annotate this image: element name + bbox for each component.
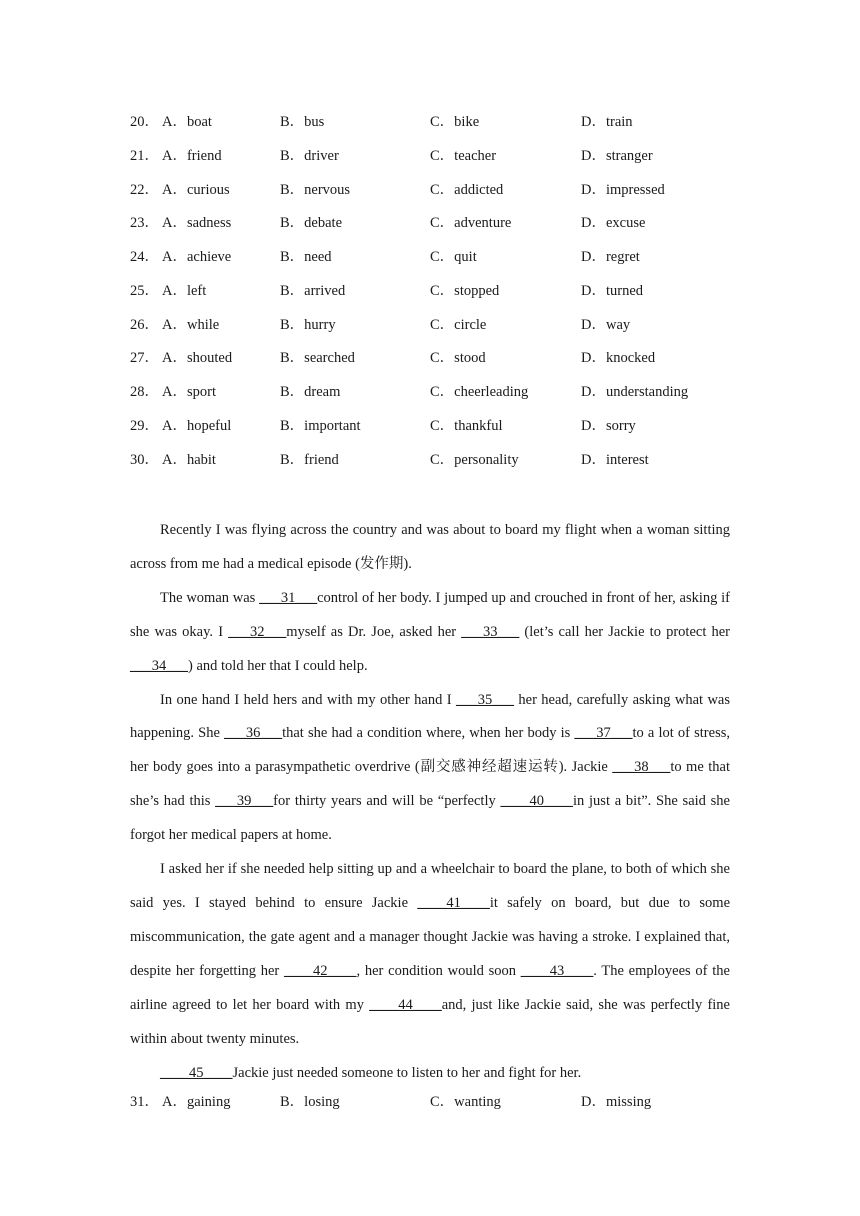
option-b: B．losing	[280, 1094, 340, 1110]
blank-31: ___31___	[259, 589, 318, 606]
option-b: B．need	[280, 249, 332, 265]
option-a: A．curious	[162, 182, 230, 198]
passage-text: it safely on board, but due to some miscommunication, the gate agent and a manager thought Jackie was having a stroke. I explained that, despite her forgetting her	[130, 894, 731, 979]
option-a: A．gaining	[162, 1094, 231, 1110]
option-b: B．searched	[280, 350, 355, 366]
passage-text: ) and told her that I could help.	[188, 657, 368, 674]
option-d: D．knocked	[581, 350, 656, 366]
passage-text: Jackie just needed someone to listen to her and fight for her.	[232, 1064, 582, 1081]
question-number: 21．	[130, 148, 159, 164]
option-c: C．stood	[430, 350, 486, 366]
passage-text: her head, carefully asking what was happening. She	[130, 691, 730, 742]
option-a: A．friend	[162, 148, 222, 164]
option-b: B．driver	[280, 148, 339, 164]
passage-text: and, just like Jackie said, she was perfectly fine within about twenty minutes.	[130, 996, 730, 1047]
passage-text: . The employees of the airline agreed to let her board with my	[130, 962, 730, 1013]
option-b: B．arrived	[280, 283, 346, 299]
option-d: D．missing	[581, 1094, 652, 1110]
question-number: 23．	[130, 215, 159, 231]
blank-40: ____40____	[500, 793, 573, 810]
passage-text: (let’s call her Jackie to protect her	[519, 623, 731, 640]
option-a: A．hopeful	[162, 418, 232, 434]
option-c: C．adventure	[430, 215, 512, 231]
blank-34: ___34___	[130, 657, 188, 674]
passage-paragraph-2	[130, 582, 730, 684]
option-d: D．interest	[581, 452, 649, 468]
option-a: A．boat	[162, 114, 212, 130]
option-a: A．left	[162, 283, 207, 299]
option-a: A．sadness	[162, 215, 232, 231]
passage-text: myself as Dr. Joe, asked her	[286, 623, 462, 640]
question-number: 24．	[130, 249, 159, 265]
question-number: 29．	[130, 418, 159, 434]
option-b: B．hurry	[280, 317, 336, 333]
passage-text: to me that she’s had this	[130, 759, 730, 810]
blank-42: ____42____	[284, 962, 357, 979]
question-number: 31．	[130, 1094, 159, 1110]
option-b: B．friend	[280, 452, 339, 468]
option-c: C．thankful	[430, 418, 503, 434]
option-a: A．while	[162, 317, 220, 333]
option-b: B．nervous	[280, 182, 351, 198]
question-number: 22．	[130, 182, 159, 198]
option-b: B．debate	[280, 215, 343, 231]
passage-text: In one hand I held hers and with my other hand I	[160, 691, 456, 708]
option-c: C．wanting	[430, 1094, 501, 1110]
blank-38: ___38___	[612, 759, 671, 776]
question-number: 27．	[130, 350, 159, 366]
passage-text: Recently I was flying across the country and was about to board my flight when a woman sitting across from me had a medical episode (发作期).	[130, 522, 730, 572]
option-d: D．train	[581, 114, 633, 130]
option-d: D．understanding	[581, 384, 689, 400]
option-b: B．important	[280, 418, 361, 434]
blank-37: ___37___	[574, 725, 633, 742]
option-c: C．cheerleading	[430, 384, 529, 400]
passage-paragraph-3	[130, 684, 730, 854]
passage-text: control of her body. I jumped up and crouched in front of her, asking if she was okay. I	[130, 589, 731, 640]
blank-39: ___39___	[215, 793, 274, 810]
blank-44: ____44____	[369, 996, 442, 1013]
blank-33: ___33___	[461, 623, 520, 640]
passage-text: I asked her if she needed help sitting up and a wheelchair to board the plane, to both of which she said yes. I stayed behind to ensure Jackie	[130, 861, 730, 911]
blank-43: ____43____	[520, 962, 594, 979]
option-a: A．habit	[162, 452, 216, 468]
passage-text: to a lot of stress, her body goes into a parasympathetic overdrive (副交感神经超速运转). Jackie	[130, 725, 730, 776]
option-d: D．way	[581, 317, 631, 333]
passage-text: , her condition would soon	[356, 962, 521, 979]
option-a: A．sport	[162, 384, 216, 400]
passage-text: for thirty years and will be “perfectly	[273, 793, 501, 810]
passage-paragraph-5	[130, 1057, 730, 1091]
option-d: D．sorry	[581, 418, 636, 434]
option-c: C．teacher	[430, 148, 497, 164]
blank-35: ___35___	[455, 691, 514, 708]
option-c: C．circle	[430, 317, 487, 333]
option-d: D．turned	[581, 283, 644, 299]
passage-text: in just a bit”. She said she forgot her medical papers at home.	[130, 793, 730, 844]
option-d: D．regret	[581, 249, 640, 265]
blank-45: ____45____	[160, 1064, 233, 1081]
option-d: D．stranger	[581, 148, 653, 164]
passage-text: The woman was	[160, 589, 260, 606]
passage-paragraph-1	[130, 514, 730, 582]
reading-passage	[130, 514, 730, 1090]
option-b: B．bus	[280, 114, 325, 130]
option-b: B．dream	[280, 384, 341, 400]
question-number: 30．	[130, 452, 159, 468]
option-a: A．shouted	[162, 350, 233, 366]
blank-41: ____41____	[417, 894, 490, 911]
option-d: D．excuse	[581, 215, 646, 231]
option-c: C．stopped	[430, 283, 500, 299]
blank-36: ___36___	[224, 725, 283, 742]
option-c: C．addicted	[430, 182, 504, 198]
passage-text: that she had a condition where, when her body is	[282, 725, 575, 742]
option-d: D．impressed	[581, 182, 665, 198]
question-number: 20．	[130, 114, 159, 130]
question-number: 26．	[130, 317, 159, 333]
option-c: C．bike	[430, 114, 480, 130]
option-c: C．personality	[430, 452, 519, 468]
question-number: 28．	[130, 384, 159, 400]
option-c: C．quit	[430, 249, 477, 265]
passage-paragraph-4	[130, 853, 730, 1056]
question-number: 25．	[130, 283, 159, 299]
blank-32: ___32___	[228, 623, 287, 640]
option-a: A．achieve	[162, 249, 232, 265]
